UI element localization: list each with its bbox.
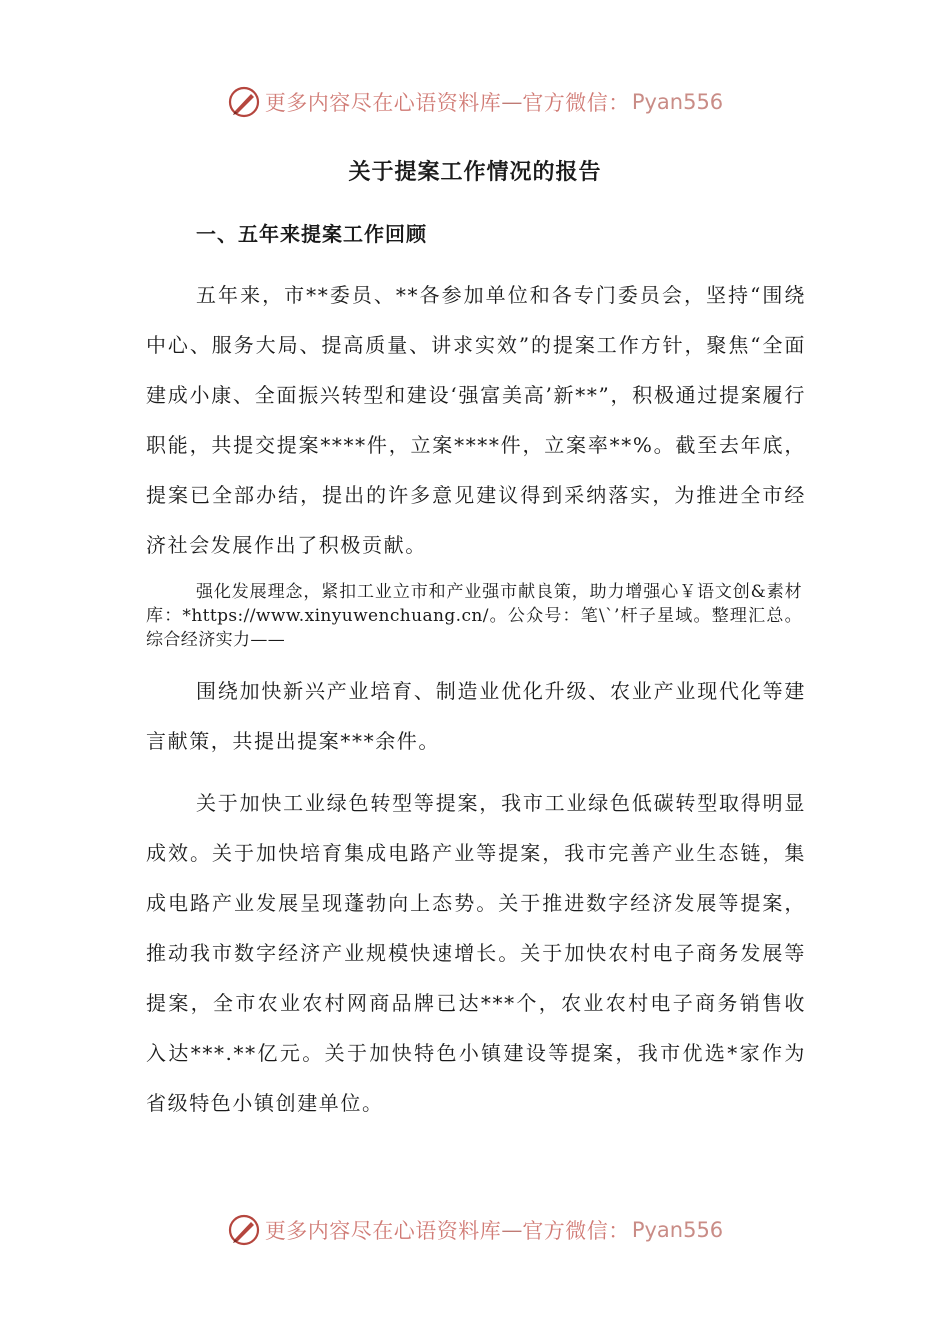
pen-logo-icon: [227, 1213, 261, 1247]
banner-wechat-label: 官方微信：: [522, 1219, 630, 1243]
pen-logo-icon: [227, 85, 261, 119]
paragraph-industry-results: 关于加快工业绿色转型等提案，我市工业绿色低碳转型取得明显成效。关于加快培育集成电路产业等提案，我市完善产业生态链，集成电路产业发展呈现蓬勃向上态势。关于推进数字经济发展等提案，推动我市数字经济产业规模快速增长。关于加快农村电子商务发展等提案，全市农业农村网商品牌已达***个，农业农村电子商务销售收入达***.**亿元。关于加快特色小镇建设等提案，我市优选*家作为省级特色小镇创建单位。: [146, 791, 806, 1115]
banner-wechat-id: Pyan556: [631, 90, 724, 114]
banner-wechat-id: Pyan556: [631, 1218, 724, 1242]
paragraph-source-note: 强化发展理念，紧扣工业立市和产业强市献良策，助力增强心￥语文创&素材库：*https://www.xinyuwenchuang.cn/。公众号：笔\`’杆子星域。整理汇总。综合经济实力——: [146, 582, 802, 650]
footer-banner: [0, 1210, 950, 1250]
section-heading: 一、五年来提案工作回顾: [196, 222, 427, 246]
banner-dash: —: [501, 1218, 523, 1242]
paragraph-proposals-count: 围绕加快新兴产业培育、制造业优化升级、农业产业现代化等建言献策，共提出提案***余件。: [146, 679, 806, 753]
banner-promo-text: 更多内容尽在心语资料库: [264, 1219, 502, 1243]
banner-dash: —: [501, 90, 523, 114]
banner-wechat-label: 官方微信：: [522, 91, 630, 115]
document-title: 关于提案工作情况的报告: [348, 160, 602, 185]
header-banner: [0, 82, 950, 122]
paragraph-review: 五年来，市**委员、**各参加单位和各专门委员会，坚持“围绕中心、服务大局、提高质量、讲求实效”的提案工作方针，聚焦“全面建成小康、全面振兴转型和建设‘强富美高’新**”，积极通过提案履行职能，共提交提案****件，立案****件，立案率**%。截至去年底，提案已全部办结，提出的许多意见建议得到采纳落实，为推进全市经济社会发展作出了积极贡献。: [146, 283, 806, 557]
banner-promo-text: 更多内容尽在心语资料库: [264, 91, 502, 115]
